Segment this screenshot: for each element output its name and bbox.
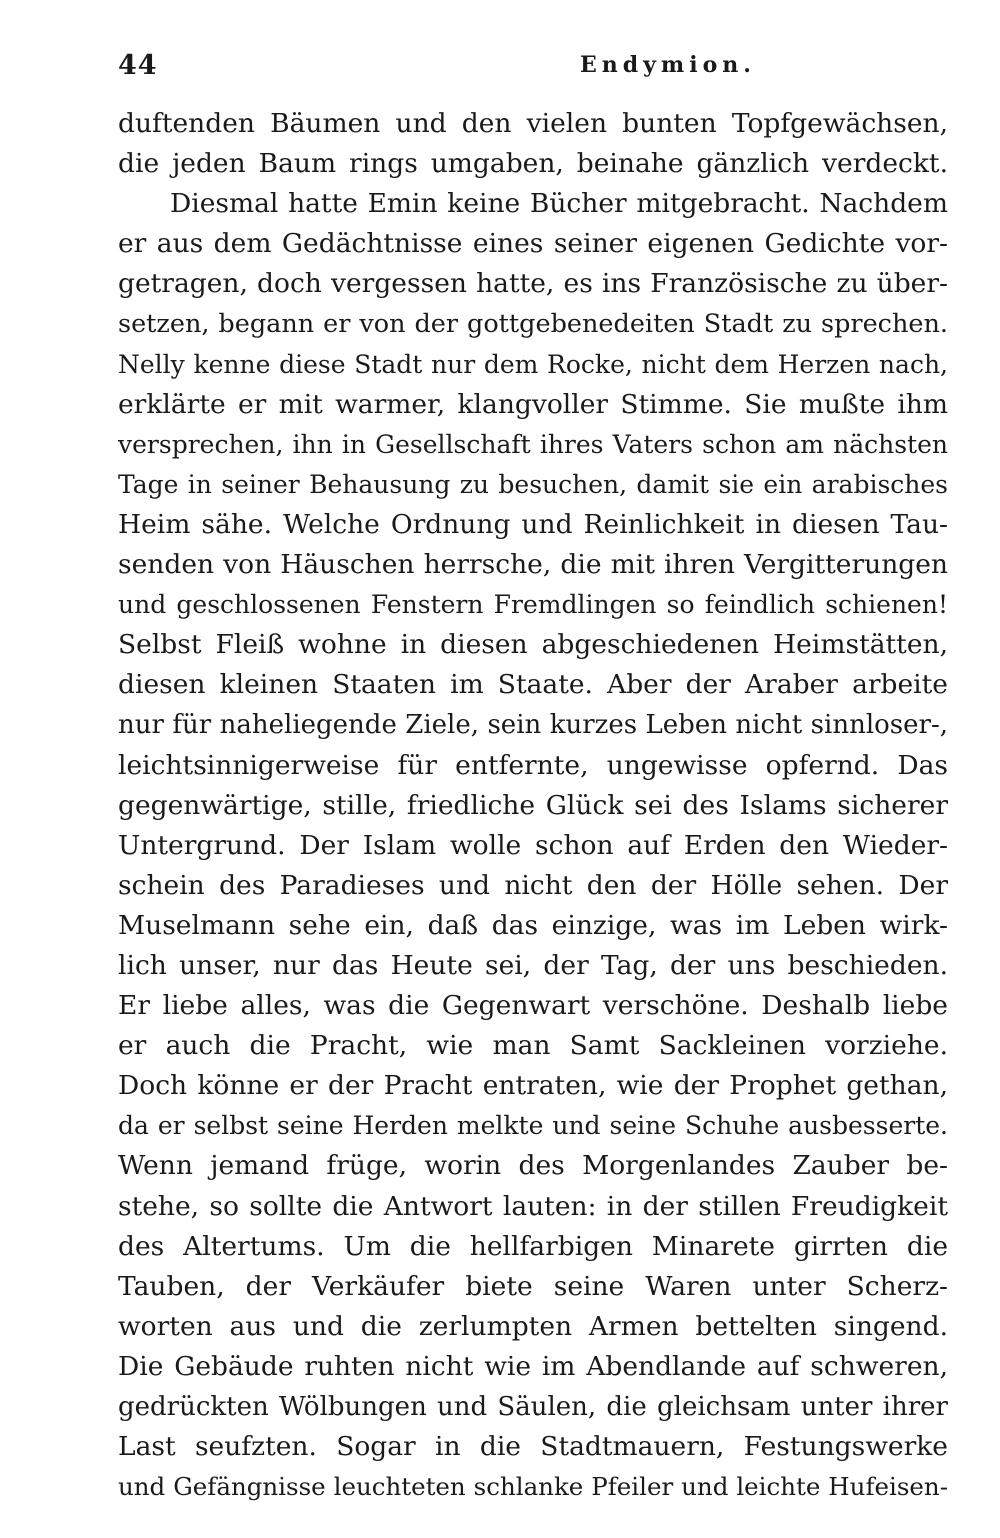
text-line: Die Gebäude ruhten nicht wie im Abendlande auf schweren, [118, 1350, 948, 1382]
text-line: Untergrund. Der Islam wolle schon auf Erden den Wieder- [118, 829, 948, 861]
text-line: diesen kleinen Staaten im Staate. Aber der Araber arbeite [118, 669, 948, 701]
text-line: Tauben, der Verkäufer biete seine Waren unter Scherz- [118, 1270, 948, 1302]
page-number: 44 [118, 50, 158, 81]
text-line: stehe, so sollte die Antwort lauten: in der stillen Freudigkeit [118, 1190, 948, 1222]
text-line: gedrückten Wölbungen und Säulen, die gleichsam unter ihrer [118, 1392, 948, 1422]
body-text [118, 104, 948, 1507]
text-line: Diesmal hatte Emin keine Bücher mitgebracht. Nachdem [170, 188, 948, 220]
text-line: die jeden Baum rings umgaben, beinahe gänzlich verdeckt. [118, 148, 948, 180]
text-line: getragen, doch vergessen hatte, es ins Französische zu über- [118, 268, 948, 300]
text-line: senden von Häuschen herrsche, die mit ihren Vergitterungen [118, 549, 948, 581]
text-line: Er liebe alles, was die Gegenwart verschöne. Deshalb liebe [118, 990, 948, 1022]
text-line: er auch die Pracht, wie man Samt Sackleinen vorziehe. [118, 1030, 948, 1062]
text-line: nur für naheliegende Ziele, sein kurzes Leben nicht sinnloser-, [118, 710, 948, 741]
text-line: Wenn jemand früge, worin des Morgenlandes Zauber be- [118, 1150, 948, 1182]
text-line: versprechen, ihn in Gesellschaft ihres Vaters schon am nächsten [118, 429, 948, 459]
text-line: leichtsinnigerweise für entfernte, ungewisse opfernd. Das [118, 749, 948, 781]
text-line: Selbst Fleiß wohne in diesen abgeschiedenen Heimstätten, [118, 629, 948, 661]
text-line: erklärte er mit warmer, klangvoller Stimme. Sie mußte ihm [118, 388, 948, 420]
text-line: Heim sähe. Welche Ordnung und Reinlichkeit in diesen Tau- [118, 508, 948, 540]
text-line: lich unser, nur das Heute sei, der Tag, der uns beschieden. [118, 949, 948, 981]
text-line: Muselmann sehe ein, daß das einzige, was im Leben wirk- [118, 909, 948, 941]
text-line: und Gefängnisse leuchteten schlanke Pfeiler und leichte Hufeisen- [118, 1472, 948, 1502]
text-line: worten aus und die zerlumpten Armen bettelten singend. [118, 1310, 948, 1342]
text-line: schein des Paradieses und nicht den der Hölle sehen. Der [118, 869, 948, 901]
running-title: Endymion. [580, 52, 756, 78]
text-line: er aus dem Gedächtnisse eines seiner eigenen Gedichte vor- [118, 228, 948, 260]
text-line: gegenwärtige, stille, friedliche Glück sei des Islams sicherer [118, 789, 948, 821]
text-line: Nelly kenne diese Stadt nur dem Rocke, nicht dem Herzen nach, [118, 349, 948, 379]
text-line: setzen, begann er von der gottgebenedeiten Stadt zu sprechen. [118, 309, 948, 340]
text-line: Last seufzten. Sogar in die Stadtmauern, Festungswerke [118, 1431, 948, 1463]
text-line: und geschlossenen Fenstern Fremdlingen so feindlich schienen! [118, 590, 948, 620]
text-line: da er selbst seine Herden melkte und seine Schuhe ausbesserte. [118, 1111, 948, 1141]
text-line: Tage in seiner Behausung zu besuchen, damit sie ein arabisches [118, 469, 948, 499]
text-line: des Altertums. Um die hellfarbigen Minarete girrten die [118, 1230, 948, 1262]
page-header [118, 50, 948, 90]
text-line: Doch könne er der Pracht entraten, wie der Prophet gethan, [118, 1070, 948, 1102]
text-line: duftenden Bäumen und den vielen bunten Topfgewächsen, [118, 108, 948, 139]
